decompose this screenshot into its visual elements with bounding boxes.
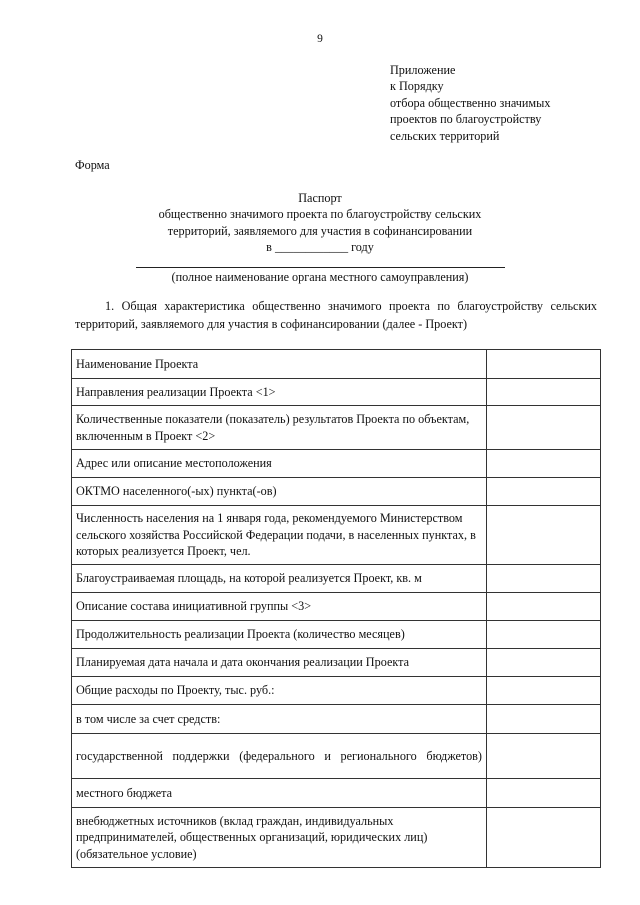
table-row: [72, 734, 601, 779]
row-label: государственной поддержки (федерального и регионального бюджетов): [72, 734, 487, 779]
table-row: [72, 649, 601, 677]
row-label: в том числе за счет средств:: [72, 705, 487, 734]
row-value-cell[interactable]: [487, 705, 601, 734]
row-label: внебюджетных источников (вклад граждан, индивидуальных предпринимателей, общественных организаций, юридических лиц) (обязательное условие): [72, 808, 487, 868]
row-value-cell[interactable]: [487, 593, 601, 621]
table-row: [72, 808, 601, 868]
table-row: [72, 621, 601, 649]
row-value-cell[interactable]: [487, 621, 601, 649]
row-label: Благоустраиваемая площадь, на которой реализуется Проект, кв. м: [72, 565, 487, 593]
page-number: 9: [317, 33, 323, 45]
row-label: Планируемая дата начала и дата окончания реализации Проекта: [72, 649, 487, 677]
section-heading: [75, 297, 597, 333]
row-value-cell[interactable]: [487, 779, 601, 808]
table-row: [72, 593, 601, 621]
row-label: Адрес или описание местоположения: [72, 450, 487, 478]
title-line: территорий, заявляемого для участия в софинансировании: [167, 223, 473, 238]
row-value-cell[interactable]: [487, 379, 601, 406]
row-label: Численность населения на 1 января года, рекомендуемого Министерством сельского хозяйства Российской Федерации подачи, в населенных пунктах, в которых реализуется Проект, чел.: [72, 506, 487, 565]
row-value-cell[interactable]: [487, 506, 601, 565]
row-label: Продолжительность реализации Проекта (количество месяцев): [72, 621, 487, 649]
row-value-cell[interactable]: [487, 649, 601, 677]
section-heading-text: 1. Общая характеристика общественно значимого проекта по благоустройству сельских территорий, заявляемого для участия в софинансировании (далее - Проект): [75, 299, 597, 331]
table-row: [72, 450, 601, 478]
row-label: Количественные показатели (показатель) результатов Проекта по объектам, включенным в Проект <2>: [72, 406, 487, 450]
title-line: Паспорт: [298, 191, 342, 205]
table-row: [72, 379, 601, 406]
appendix-line: к Порядку: [390, 79, 444, 94]
table-row: [72, 478, 601, 506]
table-row: [72, 406, 601, 450]
row-value-cell[interactable]: [487, 450, 601, 478]
table-row: [72, 565, 601, 593]
org-name-underline: [136, 267, 505, 268]
title-year-line: в ____________ году: [266, 240, 374, 255]
row-label: Наименование Проекта: [72, 350, 487, 379]
title-line: общественно значимого проекта по благоустройству сельских: [158, 207, 482, 222]
row-label: Описание состава инициативной группы <3>: [72, 593, 487, 621]
table-row: [72, 677, 601, 705]
form-label: Форма: [75, 158, 110, 172]
row-label: ОКТМО населенного(-ых) пункта(-ов): [72, 478, 487, 506]
row-value-cell[interactable]: [487, 565, 601, 593]
row-value-cell[interactable]: [487, 734, 601, 779]
row-label: местного бюджета: [72, 779, 487, 808]
document-title: [0, 190, 640, 256]
row-value-cell[interactable]: [487, 406, 601, 450]
table-row: [72, 506, 601, 565]
appendix-block: [390, 62, 550, 144]
row-value-cell[interactable]: [487, 478, 601, 506]
row-value-cell[interactable]: [487, 350, 601, 379]
row-label: Общие расходы по Проекту, тыс. руб.:: [72, 677, 487, 705]
row-label: Направления реализации Проекта <1>: [72, 379, 487, 406]
passport-table: [71, 349, 601, 868]
row-value-cell[interactable]: [487, 808, 601, 868]
appendix-line: сельских территорий: [390, 128, 500, 143]
appendix-line: Приложение: [390, 63, 456, 77]
org-name-caption: (полное наименование органа местного самоуправления): [171, 270, 469, 284]
table-row: [72, 350, 601, 379]
row-value-cell[interactable]: [487, 677, 601, 705]
table-row: [72, 705, 601, 734]
appendix-line: отбора общественно значимых: [390, 95, 551, 110]
appendix-line: проектов по благоустройству: [390, 112, 542, 127]
table-row: [72, 779, 601, 808]
